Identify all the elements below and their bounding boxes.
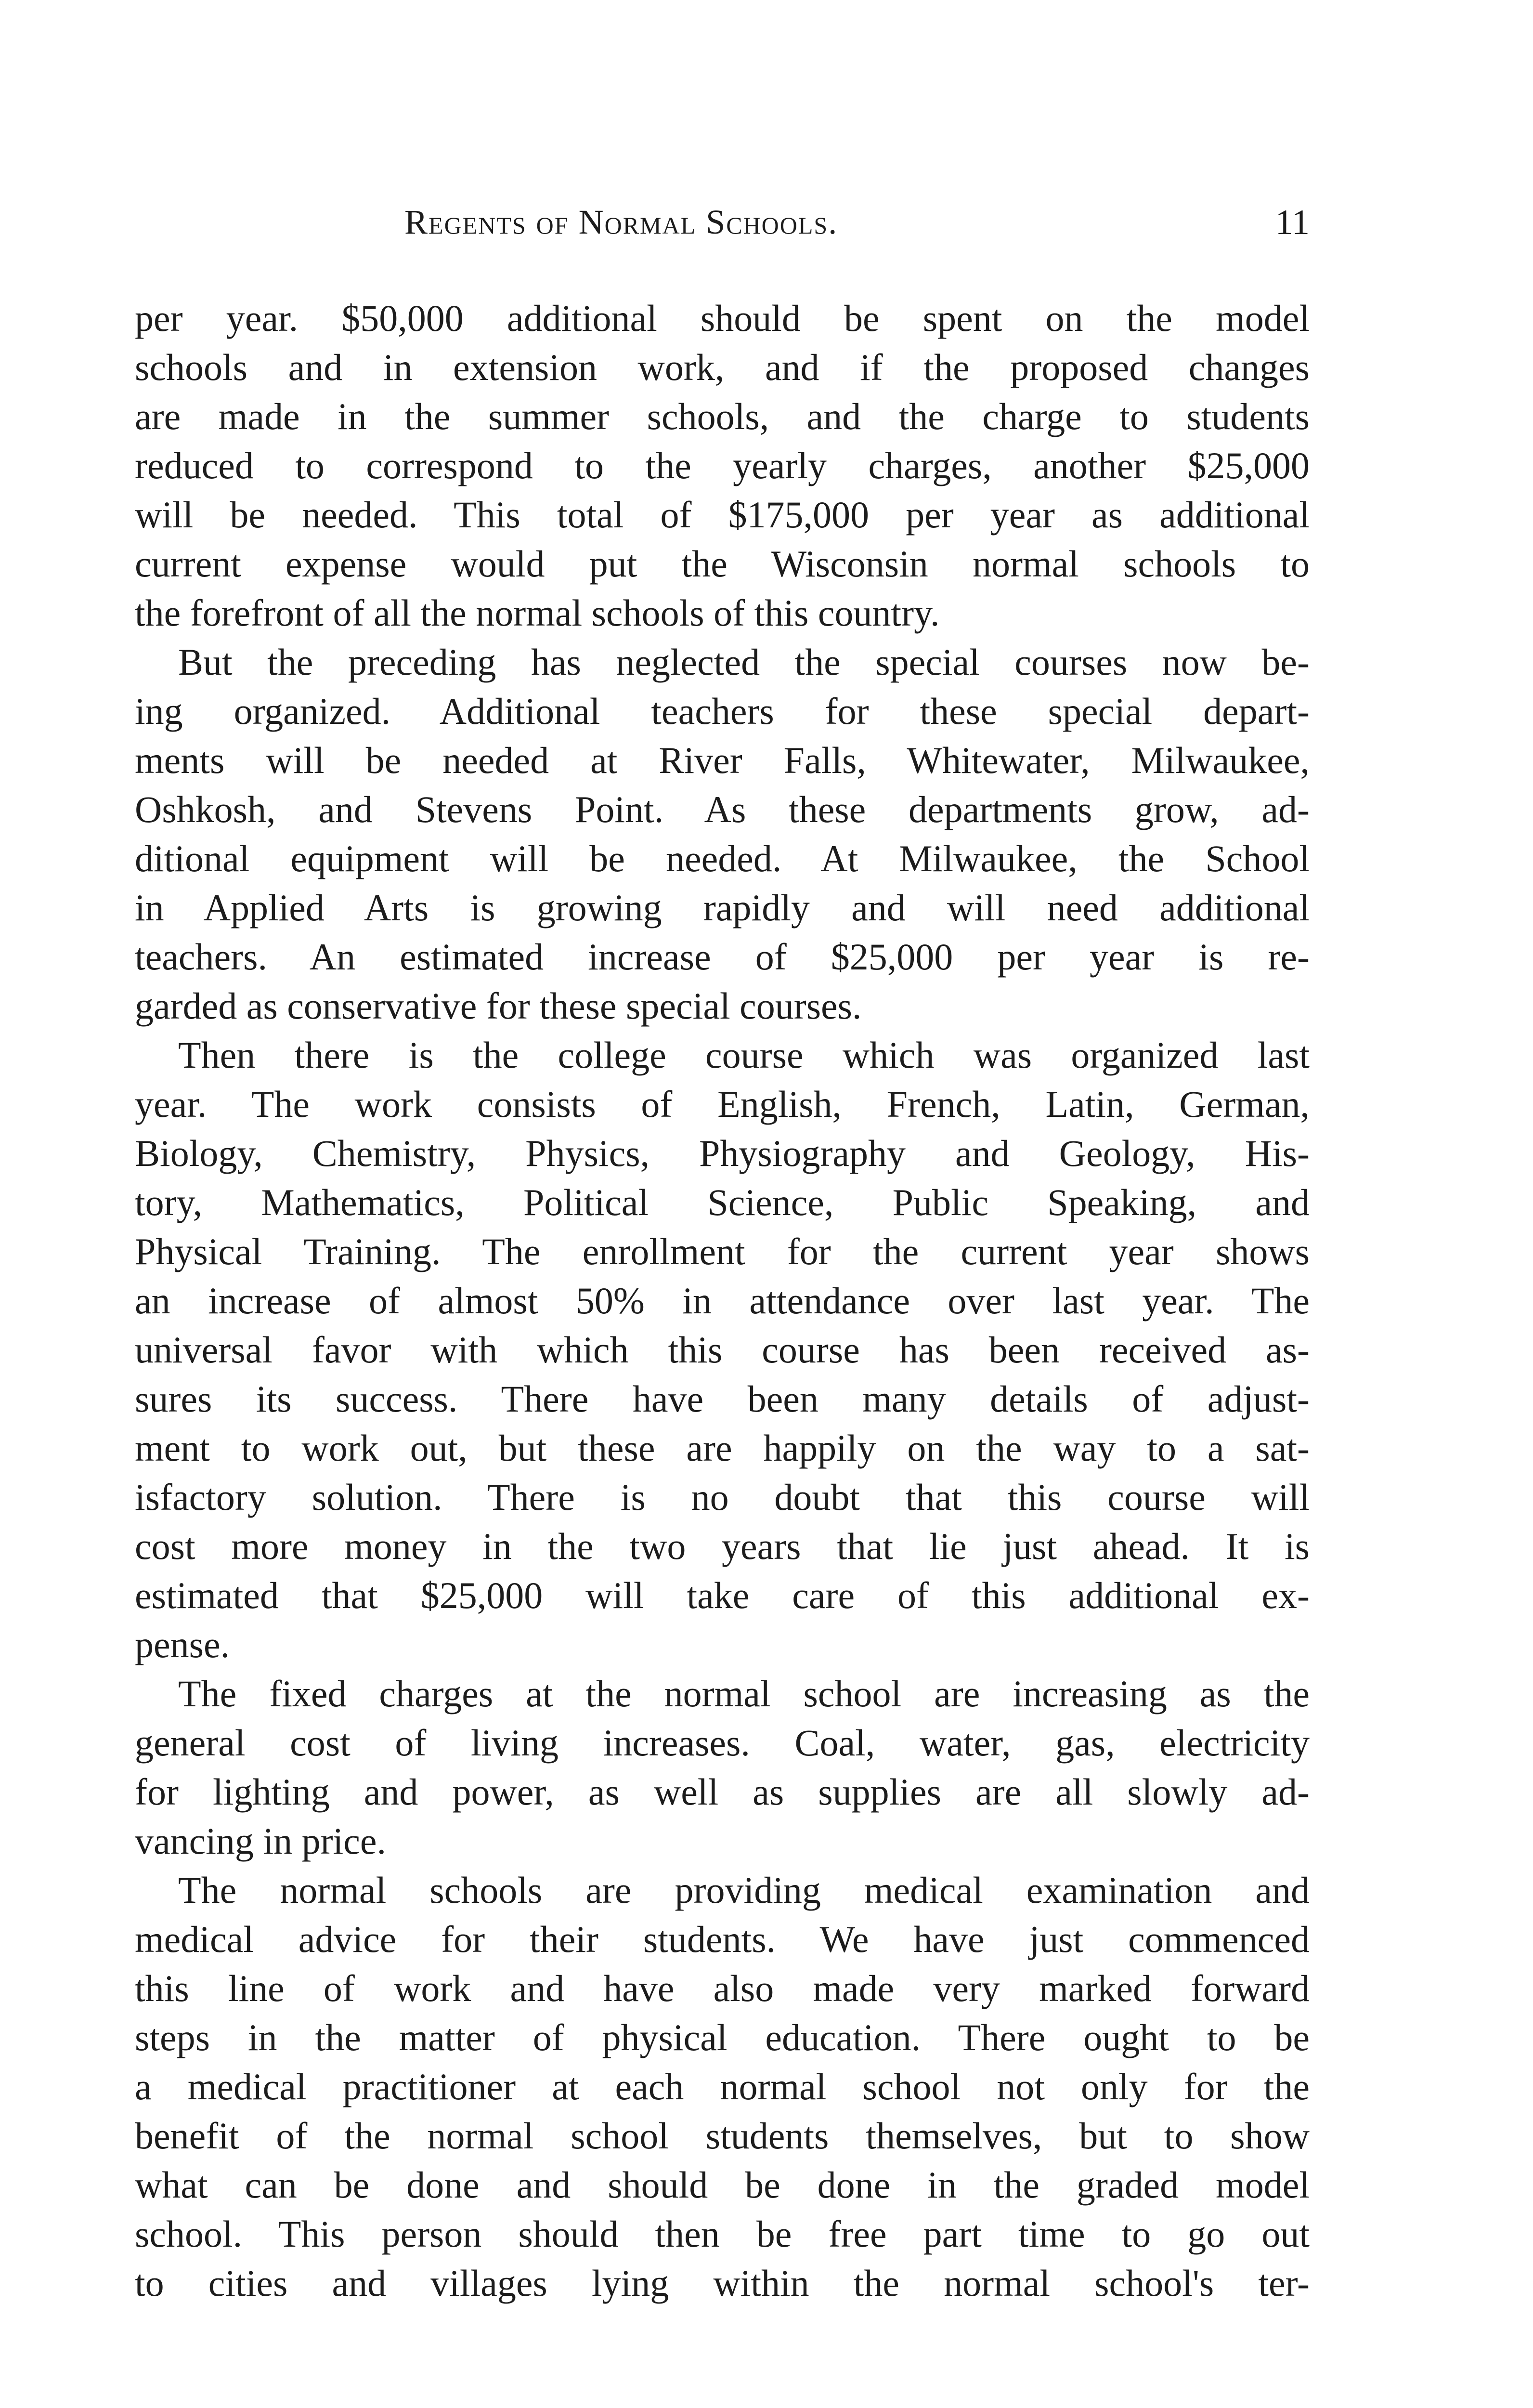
text-line: to cities and villages lying within the normal school's ter- bbox=[135, 2262, 1310, 2304]
running-head: Regents of Normal Schools. bbox=[404, 203, 838, 241]
text-line: steps in the matter of physical education. There ought to be bbox=[135, 2016, 1310, 2058]
text-line: garded as conservative for these special courses. bbox=[135, 985, 862, 1027]
text-line: will be needed. This total of $175,000 per year as additional bbox=[135, 494, 1310, 536]
text-line: The normal schools are providing medical examination and bbox=[178, 1869, 1310, 1911]
text-line: reduced to correspond to the yearly charges, another $25,000 bbox=[135, 445, 1310, 486]
text-line: estimated that $25,000 will take care of this additional ex- bbox=[135, 1574, 1310, 1616]
text-line: the forefront of all the normal schools of this country. bbox=[135, 592, 940, 634]
text-line: cost more money in the two years that lie just ahead. It is bbox=[135, 1525, 1310, 1567]
text-line: sures its success. There have been many details of adjust- bbox=[135, 1378, 1310, 1420]
text-line: Biology, Chemistry, Physics, Physiography and Geology, His- bbox=[135, 1132, 1310, 1174]
text-line: general cost of living increases. Coal, water, gas, electricity bbox=[135, 1722, 1310, 1764]
text-line: Oshkosh, and Stevens Point. As these departments grow, ad- bbox=[135, 788, 1310, 830]
page-number: 11 bbox=[1275, 203, 1310, 242]
text-line: universal favor with which this course has been received as- bbox=[135, 1329, 1310, 1371]
text-line: tory, Mathematics, Political Science, Public Speaking, and bbox=[135, 1181, 1310, 1223]
text-line: this line of work and have also made very marked forward bbox=[135, 1967, 1310, 2009]
page-header bbox=[135, 202, 1310, 255]
text-line: in Applied Arts is growing rapidly and will need additional bbox=[135, 887, 1310, 929]
text-line: But the preceding has neglected the special courses now be- bbox=[178, 641, 1310, 683]
text-line: per year. $50,000 additional should be spent on the model bbox=[135, 297, 1310, 339]
text-line: ditional equipment will be needed. At Milwaukee, the School bbox=[135, 838, 1310, 879]
text-line: teachers. An estimated increase of $25,000 per year is re- bbox=[135, 936, 1310, 978]
text-line: schools and in extension work, and if the proposed changes bbox=[135, 346, 1310, 388]
text-line: The fixed charges at the normal school are increasing as the bbox=[178, 1673, 1310, 1714]
text-line: a medical practitioner at each normal school not only for the bbox=[135, 2066, 1310, 2107]
text-line: medical advice for their students. We have just commenced bbox=[135, 1918, 1310, 1960]
text-line: Then there is the college course which was organized last bbox=[178, 1034, 1310, 1076]
text-line: ing organized. Additional teachers for these special depart- bbox=[135, 690, 1310, 732]
text-line: are made in the summer schools, and the charge to students bbox=[135, 395, 1310, 437]
body-text bbox=[135, 294, 1310, 2308]
text-line: school. This person should then be free part time to go out bbox=[135, 2213, 1310, 2255]
text-line: pense. bbox=[135, 1623, 230, 1665]
text-line: Physical Training. The enrollment for the current year shows bbox=[135, 1230, 1310, 1272]
text-line: what can be done and should be done in the graded model bbox=[135, 2164, 1310, 2206]
text-line: isfactory solution. There is no doubt that this course will bbox=[135, 1476, 1310, 1518]
text-line: vancing in price. bbox=[135, 1820, 386, 1862]
text-line: current expense would put the Wisconsin normal schools to bbox=[135, 543, 1310, 585]
text-line: benefit of the normal school students themselves, but to show bbox=[135, 2115, 1310, 2157]
text-line: ments will be needed at River Falls, Whitewater, Milwaukee, bbox=[135, 739, 1310, 781]
text-line: ment to work out, but these are happily on the way to a sat- bbox=[135, 1427, 1310, 1469]
text-line: for lighting and power, as well as supplies are all slowly ad- bbox=[135, 1771, 1310, 1813]
text-line: year. The work consists of English, French, Latin, German, bbox=[135, 1083, 1310, 1125]
text-line: an increase of almost 50% in attendance over last year. The bbox=[135, 1280, 1310, 1322]
